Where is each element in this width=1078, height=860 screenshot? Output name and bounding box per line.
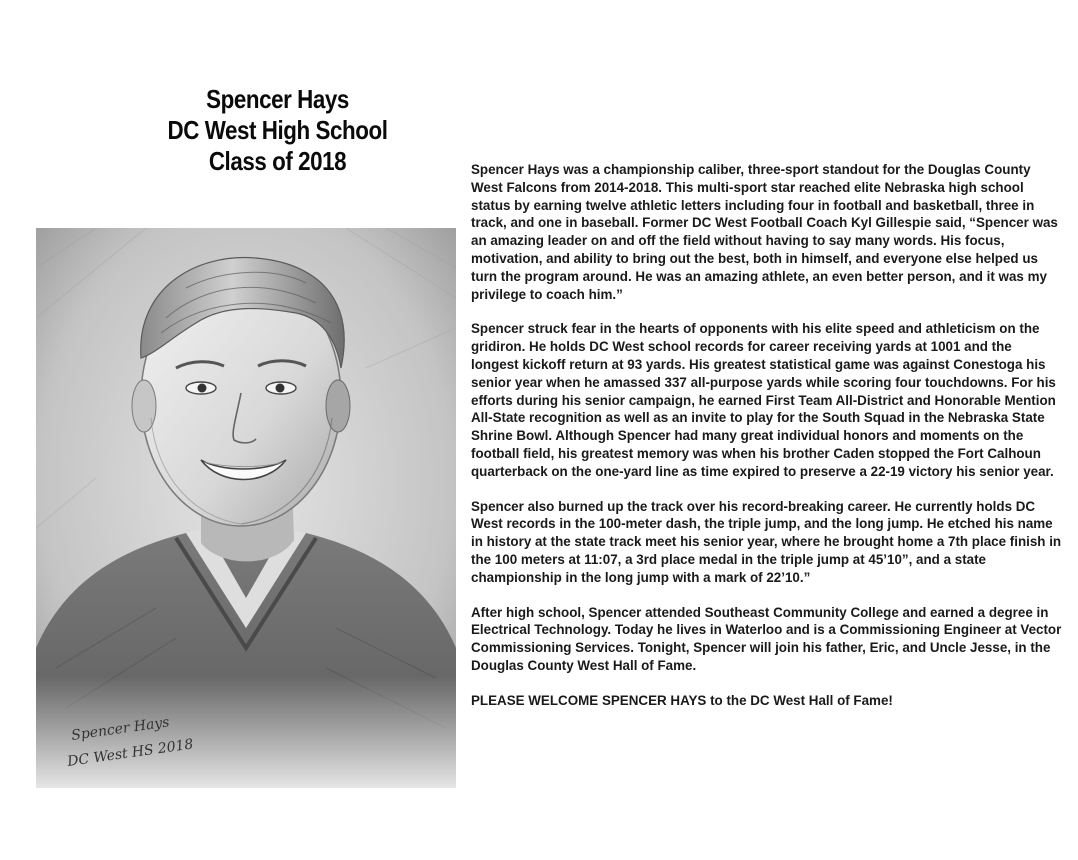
portrait-svg [36,228,456,788]
signature-name: Spencer Hays [70,714,171,744]
title-block [140,84,415,177]
school-name: DC West High School [167,115,388,145]
bio-paragraph-intro: Spencer Hays was a championship caliber, three-sport standout for the Douglas County West Falcons from 2014-2018. This multi-sport star reached elite Nebraska high school status by earning twelve athletic letters including four in football and basketball, three in track, and one in baseball. Former DC West Football Coach Kyl Gillespie said, “Spencer was an amazing leader on and off the field without having to say many words. His focus, motivation, and ability to bring out the best, both in himself, and everyone else helped us turn the program around. He was an amazing athlete, an even better person, and it was my privilege to coach him.” [471,162,1058,302]
bio-paragraph-football: Spencer struck fear in the hearts of opponents with his elite speed and athleticism on the gridiron. He holds DC West school records for career receiving yards at 1001 and the longest kickoff return at 93 yards. His greatest statistical game was against Conestoga his senior year when he amassed 337 all-purpose yards while scoring four touchdowns. For his efforts during his senior campaign, he earned First Team All-District and Honorable Mention All-State recognition as well as an invite to play for the South Squad in the Nebraska State Shrine Bowl. Although Spencer had many great individual honors and moments on the football field, his greatest memory was when his brother Caden stopped the Fort Calhoun quarterback on the one-yard line as time expired to preserve a 22-19 victory his senior year. [471,321,1056,479]
bio-paragraph-welcome: PLEASE WELCOME SPENCER HAYS to the DC West Hall of Fame! [471,692,893,708]
inductee-name: Spencer Hays [206,84,349,114]
biography-article [471,161,1063,727]
portrait-drawing [36,228,456,788]
bio-paragraph-career: After high school, Spencer attended Southeast Community College and earned a degree in Electrical Technology. Today he lives in Waterloo and is a Commissioning Engineer at Vector Commissioning Services. Tonight, Spencer will join his father, Eric, and Uncle Jesse, in the Douglas County West Hall of Fame. [471,604,1062,673]
class-year: Class of 2018 [208,146,347,176]
signature-school: DC West HS 2018 [66,736,195,770]
bio-paragraph-track: Spencer also burned up the track over his record-breaking career. He currently holds DC West records in the 100-meter dash, the triple jump, and the long jump. He etched his name in history at the state track meet his senior year, where he brought home a 7th place finish in the 100 meters at 11:07, a 3rd place medal in the triple jump at 45’10”, and a state championship in the long jump with a mark of 22’10.” [471,498,1062,585]
